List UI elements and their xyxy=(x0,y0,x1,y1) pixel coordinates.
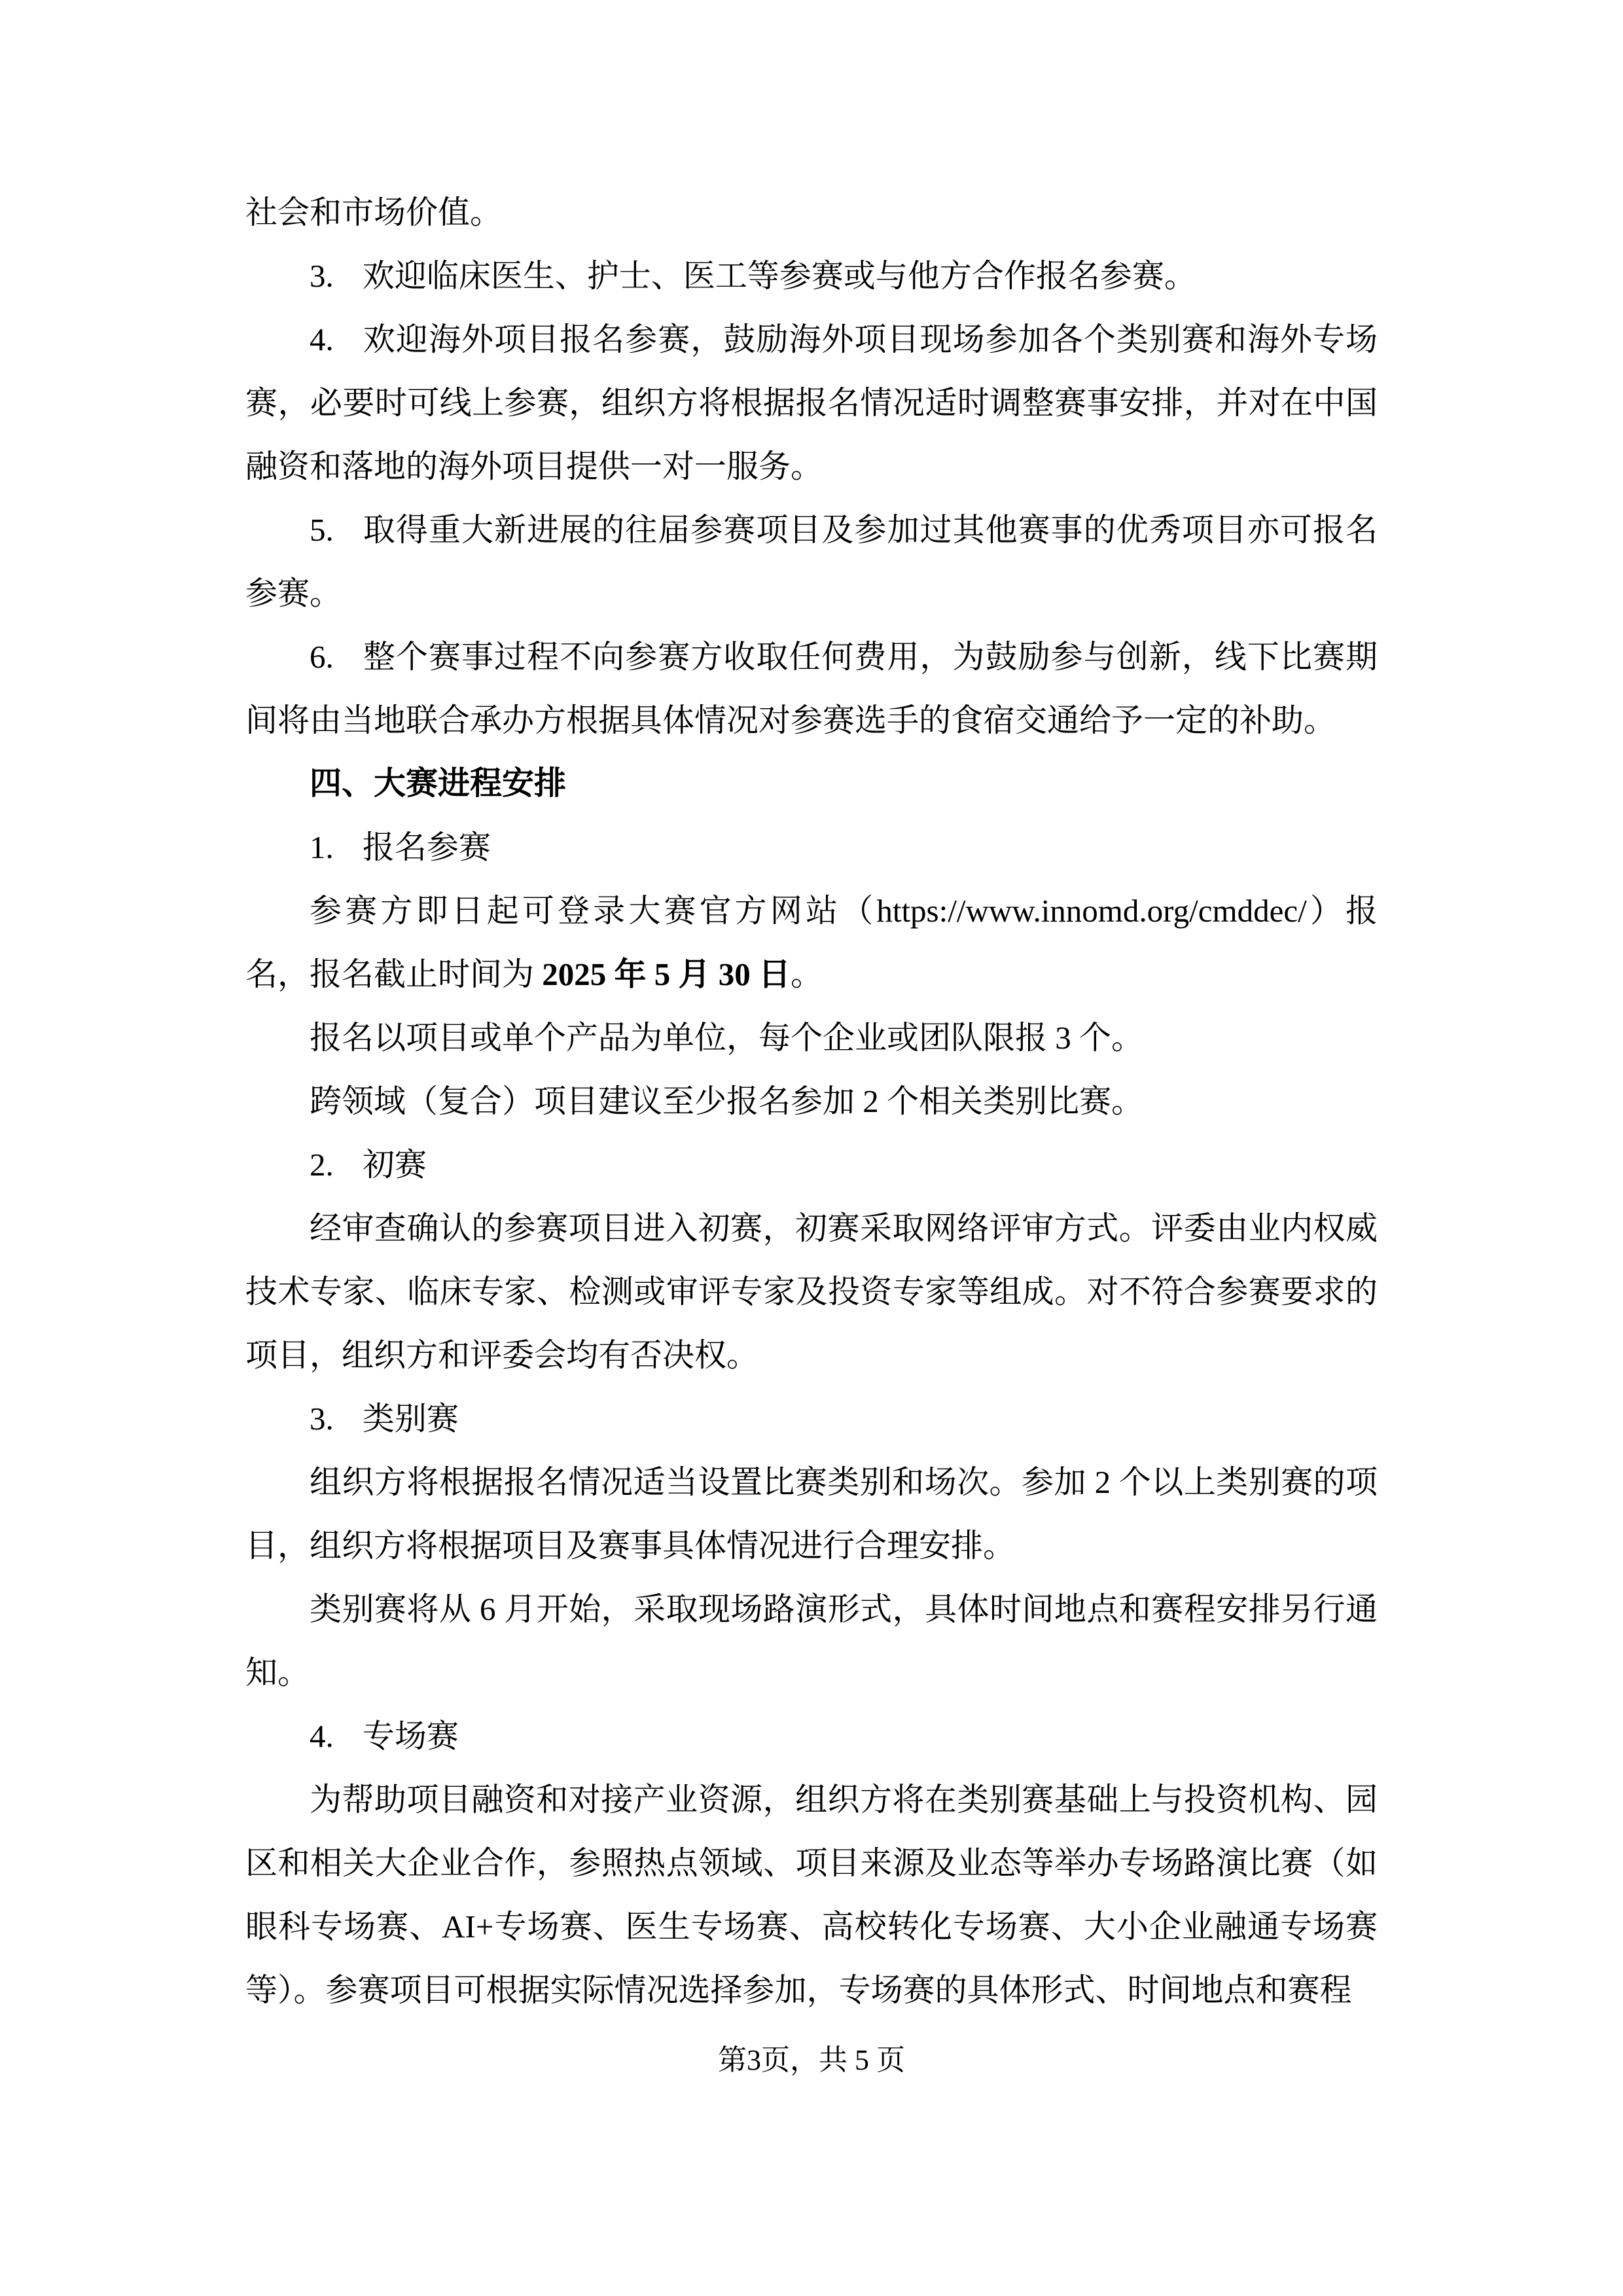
paragraph xyxy=(245,816,1378,879)
text-run: 四、大赛进程安排 xyxy=(310,766,567,801)
list-number: 4. xyxy=(310,321,334,357)
paragraph xyxy=(245,1450,1378,1577)
list-number: 3. xyxy=(310,1401,334,1437)
paragraph xyxy=(245,498,1378,625)
text-run: 类别赛将从 6 月开始，采取现场路演形式，具体时间地点和赛程安排另行通知。 xyxy=(245,1591,1378,1691)
list-number: 3. xyxy=(310,258,334,294)
list-number: 1. xyxy=(310,829,334,865)
paragraph xyxy=(245,1133,1378,1196)
paragraph xyxy=(245,1704,1378,1768)
paragraph xyxy=(245,181,1378,244)
paragraph xyxy=(245,1196,1378,1387)
text-run: 类别赛 xyxy=(362,1401,459,1437)
text-run: 报名参赛 xyxy=(362,829,491,865)
text-run: 欢迎临床医生、护士、医工等参赛或与他方合作报名参赛。 xyxy=(362,258,1196,294)
text-run: 欢迎海外项目报名参赛，鼓励海外项目现场参加各个类别赛和海外专场赛，必要时可线上参赛，组织方将根据报名情况适时调整赛事安排，并对在中国融资和落地的海外项目提供一对一服务。 xyxy=(245,321,1378,484)
paragraph xyxy=(245,1768,1378,2022)
paragraph xyxy=(245,244,1378,308)
paragraph xyxy=(245,308,1378,498)
text-run: 参赛方即日起可登录大赛官方网站（https://www.innomd.org/cmddec/）报名，报名截止时间为 xyxy=(245,893,1378,992)
paragraph xyxy=(245,625,1378,752)
list-number: 5. xyxy=(310,512,334,548)
list-number: 2. xyxy=(310,1147,334,1183)
text-run: 整个赛事过程不向参赛方收取任何费用，为鼓励参与创新，线下比赛期间将由当地联合承办方根据具体情况对参赛选手的食宿交通给予一定的补助。 xyxy=(245,639,1378,738)
text-run: 组织方将根据报名情况适当设置比赛类别和场次。参加 2 个以上类别赛的项目，组织方将根据项目及赛事具体情况进行合理安排。 xyxy=(245,1464,1378,1564)
text-run: 。 xyxy=(791,956,823,992)
text-run: 报名以项目或单个产品为单位，每个企业或团队限报 3 个。 xyxy=(310,1020,1144,1056)
document-body xyxy=(245,181,1378,2022)
paragraph xyxy=(245,1577,1378,1704)
text-run: 跨领域（复合）项目建议至少报名参加 2 个相关类别比赛。 xyxy=(310,1083,1144,1119)
text-run: 经审查确认的参赛项目进入初赛，初赛采取网络评审方式。评委由业内权威技术专家、临床专家、检测或审评专家及投资专家等组成。对不符合参赛要求的项目，组织方和评委会均有否决权。 xyxy=(245,1210,1378,1373)
text-run: 取得重大新进展的往届参赛项目及参加过其他赛事的优秀项目亦可报名参赛。 xyxy=(245,512,1378,611)
section-heading xyxy=(245,752,1378,816)
text-run: 初赛 xyxy=(362,1147,427,1183)
paragraph xyxy=(245,879,1378,1006)
paragraph xyxy=(245,1387,1378,1450)
paragraph xyxy=(245,1006,1378,1069)
list-number: 4. xyxy=(310,1718,334,1754)
text-run: 社会和市场价值。 xyxy=(245,194,503,230)
text-run: 为帮助项目融资和对接产业资源，组织方将在类别赛基础上与投资机构、园区和相关大企业合作，参照热点领域、项目来源及业态等举办专场路演比赛（如眼科专场赛、AI+专场赛、医生专场赛、高校转化专场赛、大小企业融通专场赛等）。参赛项目可根据实际情况选择参加，专场赛的具体形式、时间地点和赛程 xyxy=(245,1782,1378,2008)
list-number: 6. xyxy=(310,639,334,675)
text-run: 2025 年 5 月 30 日 xyxy=(542,956,791,992)
text-run: 专场赛 xyxy=(362,1718,459,1754)
paragraph xyxy=(245,1069,1378,1133)
page-footer: 第3页，共 5 页 xyxy=(718,2044,905,2076)
